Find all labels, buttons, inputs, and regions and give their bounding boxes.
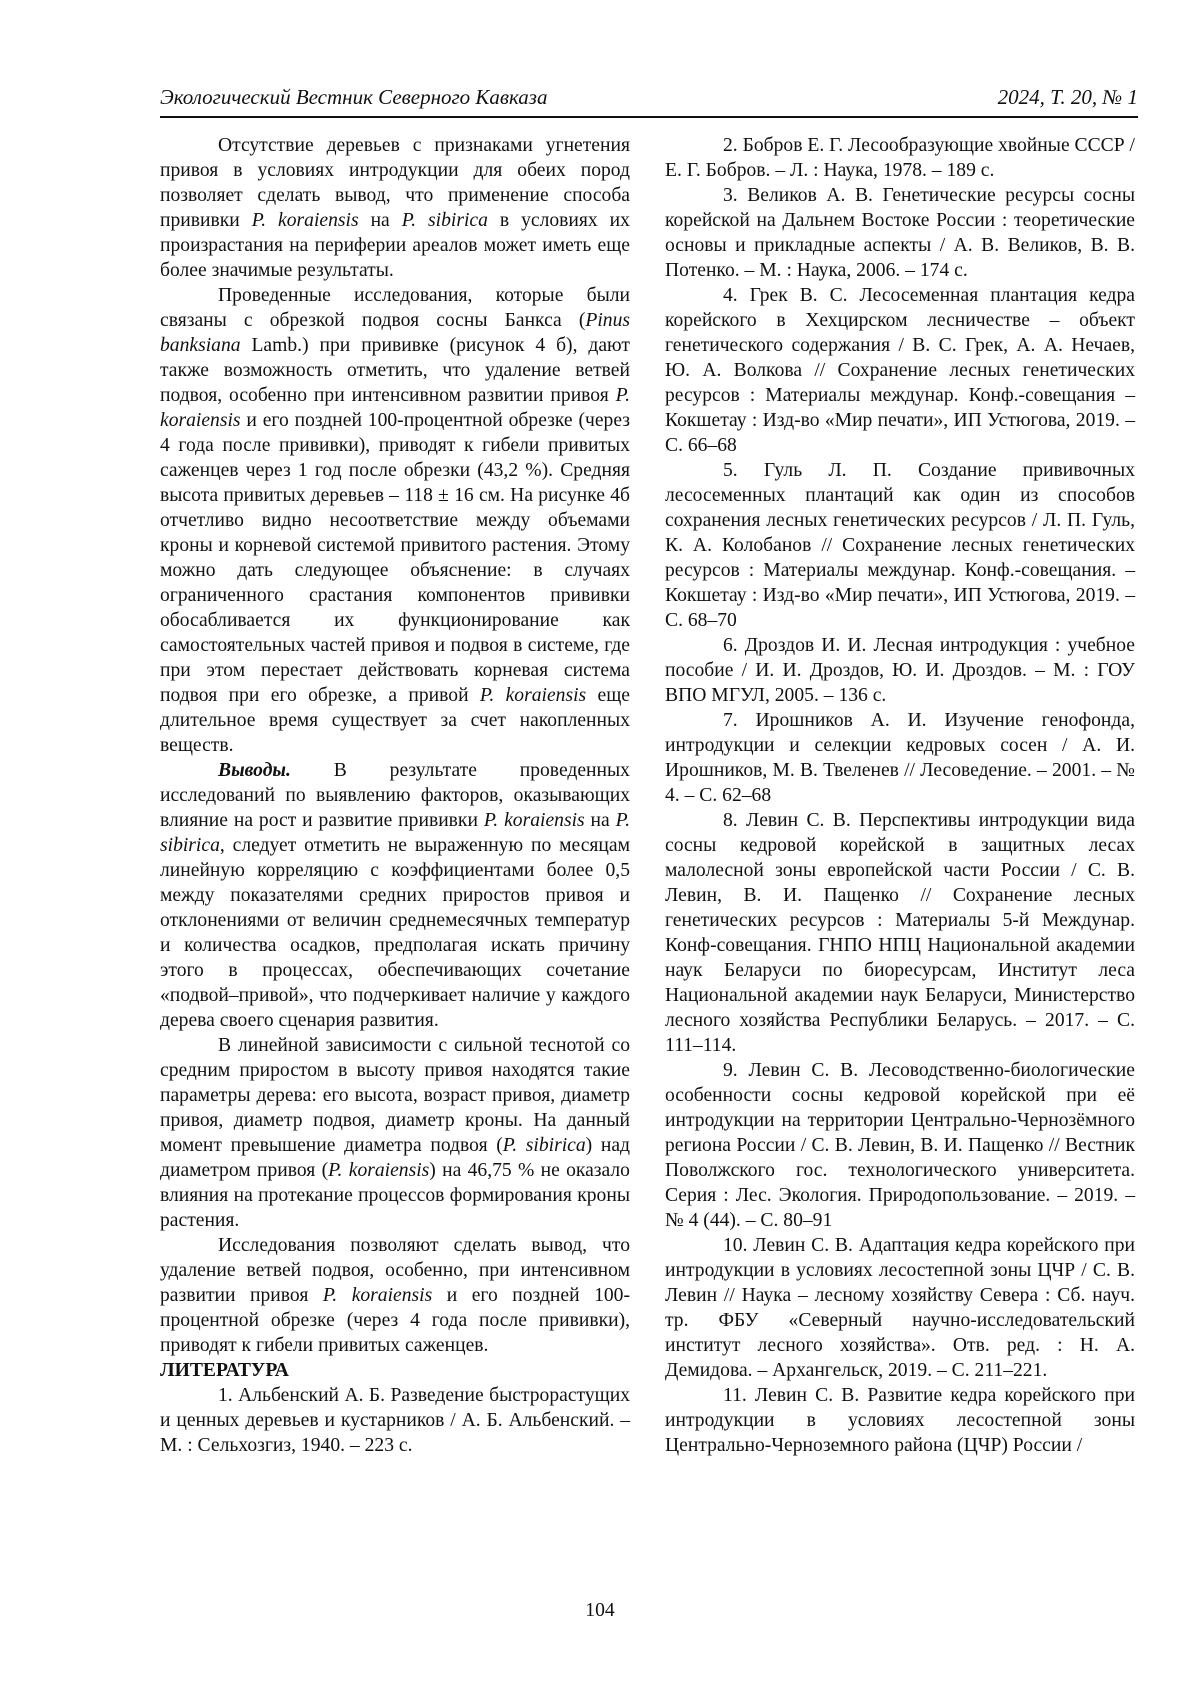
reference-item: 2. Бобров Е. Г. Лесообразующие хвойные СССР / Е. Г. Бобров. – Л. : Наука, 1978. – 189 с.: [665, 135, 1135, 181]
reference-item: 8. Левин С. В. Перспективы интродукции вида сосны кедровой корейской в защитных лесах малолесной зоны европейской части России / С. В. Левин, В. И. Пащенко // Сохранение лесных генетических ресурсов : Материалы 5-й Междунар. Конф-совещания. ГНПО НПЦ Национальной академии наук Беларуси по биоресурсам, Институт леса Национальной академии наук Беларуси, Министерство лесного хозяйства Республики Беларусь. – 2017. – С. 111–114.: [665, 810, 1135, 1056]
reference-item: 4. Грек В. С. Лесосеменная плантация кедра корейского в Хехцирском лесничестве – объект генетического содержания / В. С. Грек, А. А. Нечаев, Ю. А. Волкова // Сохранение лесных генетических ресурсов : Материалы междунар. Конф.-совещания – Кокшетау : Изд-во «Мир печати», ИП Устюгова, 2019. – С. 66–68: [665, 285, 1135, 456]
paragraph-5: Исследования позволяют сделать вывод, что удаление ветвей подвоя, особенно, при интенсивном развитии привоя P. koraiensis и его поздней 100-процентной обрезке (через 4 года после прививки), приводят к гибели привитых саженцев.: [160, 1235, 630, 1356]
paragraph-2: Проведенные исследования, которые были связаны с обрезкой подвоя сосны Банкса (Pinus banksiana Lamb.) при прививке (рисунок 4 б), дают также возможность отметить, что удаление ветвей подвоя, особенно при интенсивном развитии привоя P. koraiensis и его поздней 100-процентной обрезке (через 4 года после прививки), приводят к гибели привитых саженцев через 1 год после обрезки (43,2 %). Средняя высота привитых деревьев – 118 ± 16 см. На рисунке 4б отчетливо видно несоответствие между объемами кроны и корневой системой привитого растения. Этому можно дать следующее объяснение: в случаях ограниченного срастания компонентов прививки обосабливается их функционирование как самостоятельных частей привоя и подвоя в системе, где при этом перестает действовать корневая система подвоя при его обрезке, а привой P. koraiensis еще длительное время существует за счет накопленных веществ.: [160, 285, 630, 756]
paragraph-4: В линейной зависимости с сильной теснотой со средним приростом в высоту привоя находятся такие параметры дерева: его высота, возраст привоя, диаметр привоя, диаметр подвоя, диаметр кроны. На данный момент превышение диаметра подвоя (P. sibirica) над диаметром привоя (P. koraiensis) на 46,75 % не оказало влияния на протекание процессов формирования кроны растения.: [160, 1035, 630, 1231]
reference-item: 7. Ирошников А. И. Изучение генофонда, интродукции и селекции кедровых сосен / А. И. Ирошников, М. В. Твеленев // Лесоведение. – 2001. – № 4. – С. 62–68: [665, 710, 1135, 806]
reference-item: 10. Левин С. В. Адаптация кедра корейского при интродукции в условиях лесостепной зоны ЦЧР / С. В. Левин // Наука – лесному хозяйству Севера : Сб. науч. тр. ФБУ «Северный научно-исследовательский институт лесного хозяйства». Отв. ред. : Н. А. Демидова. – Архангельск, 2019. – С. 211–221.: [665, 1235, 1135, 1381]
reference-item: 5. Гуль Л. П. Создание прививочных лесосеменных плантаций как один из способов сохранения лесных генетических ресурсов / Л. П. Гуль, К. А. Колобанов // Сохранение лесных генетических ресурсов : Материалы междунар. Конф.-совещания. – Кокшетау : Изд-во «Мир печати», ИП Устюгова, 2019. – С. 68–70: [665, 460, 1135, 631]
conclusions-paragraph: [160, 758, 630, 1033]
reference-item: 11. Левин С. В. Развитие кедра корейского при интродукции в условиях лесостепной зоны Центрально-Черноземного района (ЦЧР) России /: [665, 1385, 1135, 1456]
reference-item: 6. Дроздов И. И. Лесная интродукция : учебное пособие / И. И. Дроздов, Ю. И. Дроздов. – М. : ГОУ ВПО МГУЛ, 2005. – 136 с.: [665, 635, 1135, 706]
reference-item: 9. Левин С. В. Лесоводственно-биологические особенности сосны кедровой корейской при её интродукции на территории Центрально-Чернозёмного региона России / С. В. Левин, В. И. Пащенко // Вестник Поволжского гос. технологического университета. Серия : Лес. Экология. Природопользование. – 2019. – № 4 (44). – С. 80–91: [665, 1060, 1135, 1231]
running-header: [160, 84, 1138, 118]
left-column: [160, 133, 630, 1458]
reference-item: 1. Альбенский А. Б. Разведение быстрорастущих и ценных деревьев и кустарников / А. Б. Альбенский. – М. : Сельхозгиз, 1940. – 223 с.: [160, 1385, 630, 1456]
issue-info: 2024, Т. 20, № 1: [997, 85, 1138, 109]
right-column: [665, 133, 1135, 1458]
page-number: 104: [585, 1600, 615, 1621]
conclusions-text: В результате проведенных исследований по выявлению факторов, оказывающих влияние на рост и развитие прививки P. koraiensis на P. sibirica, следует отметить не выраженную по месяцам линейную корреляцию с коэффициентами более 0,5 между показателями средних приростов привоя и отклонениями от величин среднемесячных температур и количества осадков, предполагая искать причину этого в процессах, обеспечивающих сочетание «подвой–привой», что подчеркивает наличие у каждого дерева своего сценария развития.: [160, 760, 630, 1031]
conclusions-label: Выводы.: [218, 760, 291, 781]
paragraph-1: Отсутствие деревьев с признаками угнетения привоя в условиях интродукции для обеих пород позволяет сделать вывод, что применение способа прививки P. koraiensis на P. sibirica в условиях их произрастания на периферии ареалов может иметь еще более значимые результаты.: [160, 135, 630, 281]
reference-item: 3. Великов А. В. Генетические ресурсы сосны корейской на Дальнем Востоке России : теоретические основы и прикладные аспекты / А. В. Великов, В. В. Потенко. – М. : Наука, 2006. – 174 с.: [665, 185, 1135, 281]
references-heading: ЛИТЕРАТУРА: [160, 1360, 289, 1381]
journal-title: Экологический Вестник Северного Кавказа: [160, 85, 548, 109]
